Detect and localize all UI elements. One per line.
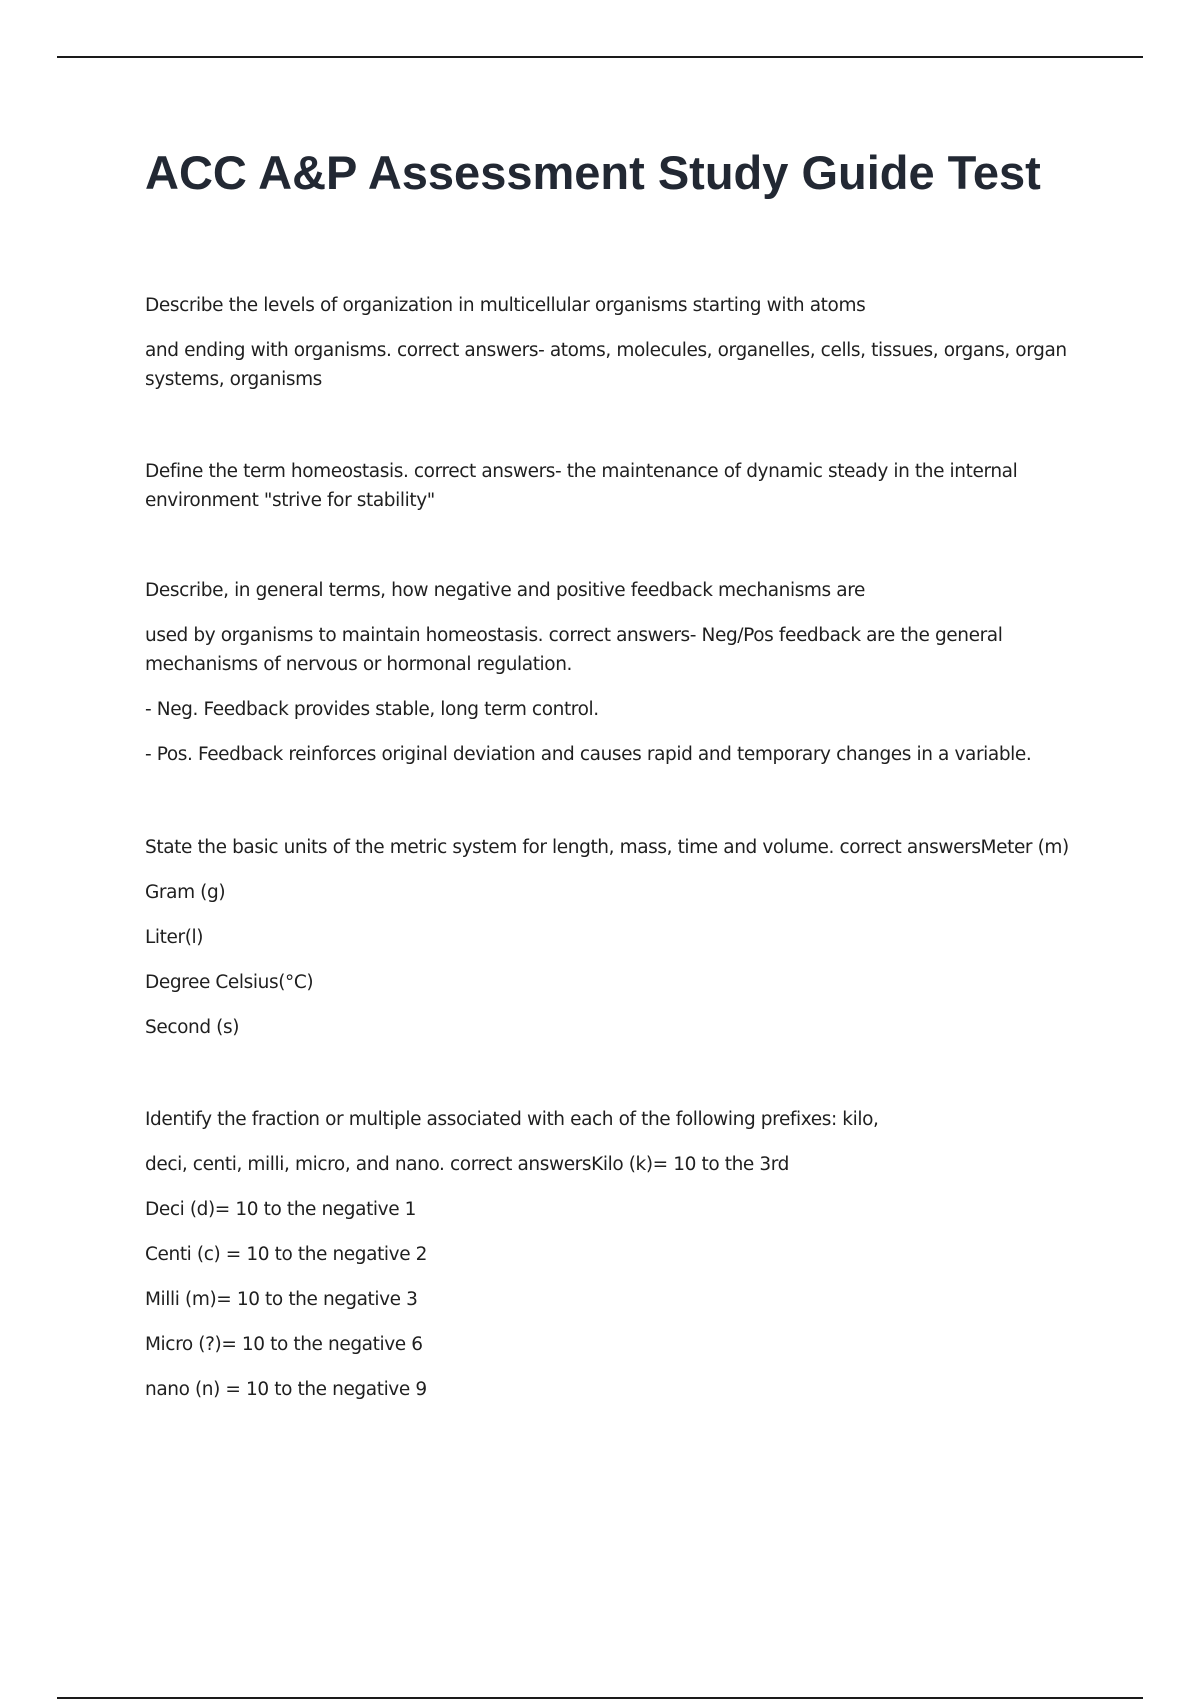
section-paragraph: deci, centi, milli, micro, and nano. correct answersKilo (k)= 10 to the 3rd — [145, 1154, 789, 1175]
section-paragraph: - Neg. Feedback provides stable, long term control. — [145, 699, 599, 720]
section-paragraph: Degree Celsius(°C) — [145, 972, 314, 993]
section-paragraph: Describe, in general terms, how negative and positive feedback mechanisms are — [145, 580, 865, 601]
section-paragraph: Centi (c) = 10 to the negative 2 — [145, 1244, 428, 1265]
section-paragraph: Milli (m)= 10 to the negative 3 — [145, 1289, 418, 1310]
section-homeostasis — [145, 457, 1080, 515]
section-metric-prefixes — [145, 1105, 1080, 1404]
section-paragraph: Define the term homeostasis. correct answers- the maintenance of dynamic steady in the internal environment "strive for stability" — [145, 461, 1018, 511]
section-paragraph: nano (n) = 10 to the negative 9 — [145, 1379, 427, 1400]
section-paragraph: Liter(l) — [145, 927, 204, 948]
section-paragraph: Gram (g) — [145, 882, 226, 903]
section-paragraph: - Pos. Feedback reinforces original deviation and causes rapid and temporary changes in a variable. — [145, 744, 1032, 765]
section-paragraph: and ending with organisms. correct answers- atoms, molecules, organelles, cells, tissues, organs, organ systems, organisms — [145, 340, 1067, 390]
section-metric-units — [145, 833, 1080, 1042]
document-title: ACC A&P Assessment Study Guide Test — [145, 146, 1041, 199]
section-paragraph: Deci (d)= 10 to the negative 1 — [145, 1199, 417, 1220]
section-levels-of-organization — [145, 291, 1080, 394]
section-paragraph: Micro (?)= 10 to the negative 6 — [145, 1334, 423, 1355]
section-paragraph: State the basic units of the metric system for length, mass, time and volume. correct answersMeter (m) — [145, 837, 1069, 858]
section-feedback-mechanisms — [145, 576, 1080, 769]
top-rule — [57, 56, 1143, 58]
section-paragraph: Describe the levels of organization in multicellular organisms starting with atoms — [145, 295, 866, 316]
section-paragraph: Identify the fraction or multiple associated with each of the following prefixes: kilo, — [145, 1109, 879, 1130]
bottom-rule — [57, 1697, 1143, 1699]
section-paragraph: Second (s) — [145, 1017, 240, 1038]
section-paragraph: used by organisms to maintain homeostasis. correct answers- Neg/Pos feedback are the general mechanisms of nervous or hormonal regulation. — [145, 625, 1003, 675]
